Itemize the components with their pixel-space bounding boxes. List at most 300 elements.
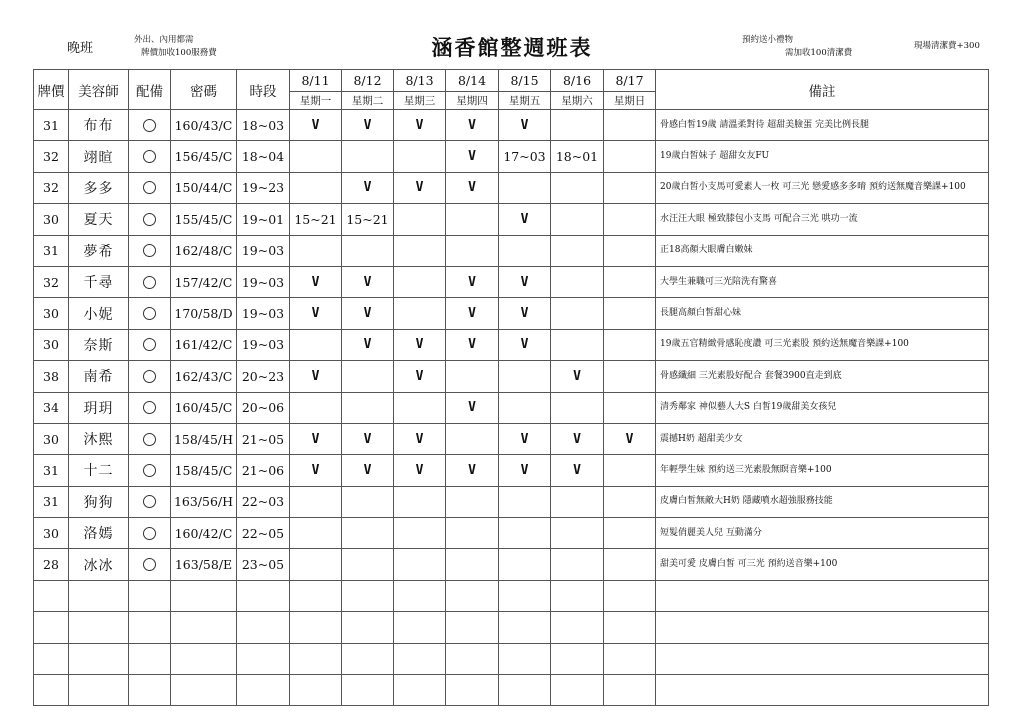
empty-cell [290, 580, 342, 611]
empty-cell [656, 643, 989, 674]
equip-cell [129, 235, 171, 266]
col-header-equip: 配備 [129, 70, 171, 110]
time-cell: 20~23 [237, 361, 290, 392]
day-cell [499, 235, 551, 266]
name-cell: 千尋 [69, 266, 129, 297]
day-cell [604, 266, 656, 297]
code-cell: 160/43/C [171, 110, 237, 141]
empty-cell [237, 643, 290, 674]
col-header-date: 8/14 [446, 70, 499, 92]
circle-icon [143, 181, 156, 194]
price-cell: 30 [34, 329, 69, 360]
col-header-weekday: 星期五 [499, 92, 551, 110]
day-cell [604, 110, 656, 141]
empty-cell [171, 580, 237, 611]
day-cell [342, 141, 394, 172]
day-cell [446, 549, 499, 580]
col-header-weekday: 星期四 [446, 92, 499, 110]
day-cell: V [499, 329, 551, 360]
day-cell [290, 141, 342, 172]
service-fee-note-line1: 外出、內用都需 [134, 35, 194, 45]
col-header-date: 8/13 [394, 70, 446, 92]
empty-cell [171, 612, 237, 643]
empty-cell [237, 612, 290, 643]
day-cell: V [394, 110, 446, 141]
remark-cell: 皮膚白皙無敵大H奶 隱藏噴水超強服務技能 [656, 486, 989, 517]
day-cell [290, 329, 342, 360]
circle-icon [143, 433, 156, 446]
remark-cell: 長腿高顏白皙甜心妹 [656, 298, 989, 329]
empty-cell [34, 580, 69, 611]
day-cell [499, 518, 551, 549]
code-cell: 160/45/C [171, 392, 237, 423]
col-header-time: 時段 [237, 70, 290, 110]
empty-cell [342, 580, 394, 611]
day-cell: V [290, 423, 342, 454]
empty-row [34, 580, 989, 611]
table-row [34, 361, 989, 392]
day-cell: 15~21 [342, 204, 394, 235]
circle-icon [143, 244, 156, 257]
name-cell: 多多 [69, 172, 129, 203]
circle-icon [143, 119, 156, 132]
name-cell: 狗狗 [69, 486, 129, 517]
day-cell [446, 518, 499, 549]
price-cell: 32 [34, 141, 69, 172]
code-cell: 170/58/D [171, 298, 237, 329]
empty-cell [551, 612, 604, 643]
empty-cell [604, 580, 656, 611]
remark-cell: 骨感白皙19歲 請溫柔對待 超甜美臉蛋 完美比例長腿 [656, 110, 989, 141]
table-row [34, 141, 989, 172]
day-cell: V [446, 172, 499, 203]
empty-cell [656, 612, 989, 643]
price-cell: 30 [34, 298, 69, 329]
time-cell: 19~23 [237, 172, 290, 203]
day-cell [499, 392, 551, 423]
col-header-weekday: 星期三 [394, 92, 446, 110]
name-cell: 夢希 [69, 235, 129, 266]
code-cell: 161/42/C [171, 329, 237, 360]
day-cell [394, 518, 446, 549]
day-cell: V [499, 423, 551, 454]
empty-cell [342, 643, 394, 674]
empty-cell [604, 643, 656, 674]
day-cell [551, 486, 604, 517]
day-cell: 17~03 [499, 141, 551, 172]
day-cell [551, 298, 604, 329]
table-row [34, 110, 989, 141]
day-cell: V [342, 455, 394, 486]
table-row [34, 518, 989, 549]
circle-icon [143, 401, 156, 414]
code-cell: 162/48/C [171, 235, 237, 266]
code-cell: 160/42/C [171, 518, 237, 549]
price-cell: 31 [34, 110, 69, 141]
circle-icon [143, 495, 156, 508]
empty-cell [237, 580, 290, 611]
empty-cell [656, 675, 989, 706]
col-header-weekday: 星期日 [604, 92, 656, 110]
empty-cell [604, 675, 656, 706]
empty-cell [499, 612, 551, 643]
empty-cell [394, 580, 446, 611]
time-cell: 21~06 [237, 455, 290, 486]
remark-cell: 甜美可愛 皮膚白皙 可三光 預約送音樂+100 [656, 549, 989, 580]
remark-cell: 大學生兼職可三光陪洗有驚喜 [656, 266, 989, 297]
circle-icon [143, 338, 156, 351]
day-cell: V [342, 298, 394, 329]
time-cell: 18~04 [237, 141, 290, 172]
day-cell [551, 549, 604, 580]
day-cell: V [342, 172, 394, 203]
day-cell: V [446, 455, 499, 486]
price-cell: 31 [34, 486, 69, 517]
col-header-name: 美容師 [69, 70, 129, 110]
equip-cell [129, 204, 171, 235]
cleaning-fee-note: 需加收100清潔費 [785, 48, 853, 58]
name-cell: 冰冰 [69, 549, 129, 580]
name-cell: 布布 [69, 110, 129, 141]
day-cell [342, 235, 394, 266]
empty-cell [34, 612, 69, 643]
day-cell: V [446, 298, 499, 329]
empty-cell [69, 643, 129, 674]
empty-cell [69, 675, 129, 706]
page-title: 涵香館整週班表 [431, 35, 593, 60]
day-cell [604, 141, 656, 172]
time-cell: 19~03 [237, 329, 290, 360]
day-cell [499, 549, 551, 580]
empty-cell [446, 612, 499, 643]
circle-icon [143, 558, 156, 571]
table-row [34, 455, 989, 486]
empty-cell [34, 675, 69, 706]
name-cell: 翊暄 [69, 141, 129, 172]
day-cell [604, 235, 656, 266]
circle-icon [143, 370, 156, 383]
day-cell [551, 204, 604, 235]
code-cell: 163/56/H [171, 486, 237, 517]
service-fee-note-line2: 牌價加收100服務費 [141, 48, 217, 58]
day-cell [342, 549, 394, 580]
day-cell [551, 235, 604, 266]
circle-icon [143, 527, 156, 540]
code-cell: 157/42/C [171, 266, 237, 297]
price-cell: 30 [34, 423, 69, 454]
day-cell [604, 486, 656, 517]
empty-cell [656, 580, 989, 611]
day-cell [499, 172, 551, 203]
empty-cell [171, 643, 237, 674]
equip-cell [129, 329, 171, 360]
col-header-weekday: 星期二 [342, 92, 394, 110]
empty-cell [446, 643, 499, 674]
col-header-date: 8/12 [342, 70, 394, 92]
day-cell [342, 392, 394, 423]
day-cell [604, 204, 656, 235]
circle-icon [143, 150, 156, 163]
price-cell: 30 [34, 204, 69, 235]
day-cell: V [290, 455, 342, 486]
remark-cell: 水汪汪大眼 極致膝包小支馬 可配合三光 哄功一流 [656, 204, 989, 235]
empty-cell [69, 580, 129, 611]
day-cell: V [446, 110, 499, 141]
remark-cell: 正18高顏大眼膚白嫩妹 [656, 235, 989, 266]
day-cell: V [551, 455, 604, 486]
name-cell: 沐熙 [69, 423, 129, 454]
circle-icon [143, 307, 156, 320]
table-row [34, 204, 989, 235]
day-cell [551, 518, 604, 549]
col-header-date: 8/17 [604, 70, 656, 92]
empty-cell [551, 675, 604, 706]
day-cell [604, 329, 656, 360]
day-cell [394, 486, 446, 517]
circle-icon [143, 464, 156, 477]
equip-cell [129, 423, 171, 454]
col-header-date: 8/16 [551, 70, 604, 92]
code-cell: 158/45/C [171, 455, 237, 486]
day-cell [446, 361, 499, 392]
day-cell [604, 549, 656, 580]
name-cell: 小妮 [69, 298, 129, 329]
day-cell [290, 549, 342, 580]
day-cell [604, 518, 656, 549]
onsite-cleaning-fee-note: 現場清潔費+300 [914, 41, 980, 51]
equip-cell [129, 392, 171, 423]
name-cell: 十二 [69, 455, 129, 486]
remark-cell: 震撼H奶 超甜美少女 [656, 423, 989, 454]
empty-cell [69, 612, 129, 643]
price-cell: 28 [34, 549, 69, 580]
day-cell [394, 266, 446, 297]
table-row [34, 392, 989, 423]
equip-cell [129, 486, 171, 517]
empty-cell [342, 612, 394, 643]
day-cell [551, 392, 604, 423]
equip-cell [129, 298, 171, 329]
day-cell [290, 172, 342, 203]
day-cell [394, 549, 446, 580]
equip-cell [129, 361, 171, 392]
empty-cell [34, 643, 69, 674]
remark-cell: 年輕學生妹 預約送三光素股無瞑音樂+100 [656, 455, 989, 486]
col-header-price: 牌價 [34, 70, 69, 110]
empty-cell [446, 675, 499, 706]
equip-cell [129, 549, 171, 580]
day-cell: V [394, 455, 446, 486]
empty-cell [129, 612, 171, 643]
code-cell: 156/45/C [171, 141, 237, 172]
day-cell [290, 392, 342, 423]
price-cell: 32 [34, 266, 69, 297]
equip-cell [129, 141, 171, 172]
empty-cell [551, 643, 604, 674]
table-row [34, 172, 989, 203]
time-cell: 18~03 [237, 110, 290, 141]
day-cell [499, 486, 551, 517]
day-cell [394, 392, 446, 423]
empty-cell [129, 643, 171, 674]
equip-cell [129, 110, 171, 141]
time-cell: 19~01 [237, 204, 290, 235]
price-cell: 31 [34, 455, 69, 486]
day-cell [290, 235, 342, 266]
day-cell [394, 204, 446, 235]
day-cell: V [394, 423, 446, 454]
circle-icon [143, 276, 156, 289]
day-cell: V [499, 298, 551, 329]
day-cell [499, 361, 551, 392]
day-cell [446, 486, 499, 517]
day-cell [604, 361, 656, 392]
day-cell [290, 518, 342, 549]
code-cell: 150/44/C [171, 172, 237, 203]
day-cell: V [342, 423, 394, 454]
table-row [34, 298, 989, 329]
empty-row [34, 612, 989, 643]
empty-cell [129, 580, 171, 611]
day-cell [446, 423, 499, 454]
remark-cell: 19歲白皙妹子 超甜女友FU [656, 141, 989, 172]
day-cell: V [551, 361, 604, 392]
price-cell: 32 [34, 172, 69, 203]
price-cell: 34 [34, 392, 69, 423]
name-cell: 洛嫣 [69, 518, 129, 549]
table-row [34, 486, 989, 517]
day-cell [604, 392, 656, 423]
day-cell: V [290, 361, 342, 392]
day-cell [342, 518, 394, 549]
remark-cell: 清秀鄰家 神似藝人大S 白皙19歲甜美女孩兒 [656, 392, 989, 423]
empty-cell [394, 612, 446, 643]
day-cell: V [290, 298, 342, 329]
empty-row [34, 643, 989, 674]
name-cell: 夏天 [69, 204, 129, 235]
day-cell: V [604, 423, 656, 454]
day-cell [551, 329, 604, 360]
day-cell [446, 204, 499, 235]
col-header-code: 密碼 [171, 70, 237, 110]
day-cell [551, 172, 604, 203]
day-cell: V [342, 266, 394, 297]
day-cell: V [446, 392, 499, 423]
day-cell: V [290, 266, 342, 297]
table-row [34, 235, 989, 266]
shift-label: 晚班 [67, 41, 94, 56]
day-cell: V [499, 204, 551, 235]
weekly-schedule-table [33, 69, 989, 706]
code-cell: 163/58/E [171, 549, 237, 580]
price-cell: 38 [34, 361, 69, 392]
day-cell [604, 172, 656, 203]
col-header-weekday: 星期六 [551, 92, 604, 110]
day-cell [394, 235, 446, 266]
day-cell: V [499, 266, 551, 297]
name-cell: 南希 [69, 361, 129, 392]
col-header-remarks: 備註 [656, 70, 989, 110]
empty-cell [394, 675, 446, 706]
empty-cell [394, 643, 446, 674]
day-cell [290, 486, 342, 517]
remark-cell: 骨感纖細 三光素股好配合 套餐3900直走到底 [656, 361, 989, 392]
col-header-weekday: 星期一 [290, 92, 342, 110]
booking-gift-note: 預約送小禮物 [742, 35, 794, 45]
table-row [34, 549, 989, 580]
day-cell: V [551, 423, 604, 454]
time-cell: 22~05 [237, 518, 290, 549]
empty-cell [290, 612, 342, 643]
time-cell: 20~06 [237, 392, 290, 423]
empty-cell [499, 580, 551, 611]
day-cell [551, 110, 604, 141]
day-cell: 15~21 [290, 204, 342, 235]
day-cell: V [394, 361, 446, 392]
day-cell [342, 486, 394, 517]
empty-cell [290, 675, 342, 706]
code-cell: 155/45/C [171, 204, 237, 235]
day-cell: V [290, 110, 342, 141]
empty-cell [290, 643, 342, 674]
empty-cell [499, 675, 551, 706]
price-cell: 30 [34, 518, 69, 549]
day-cell: V [342, 329, 394, 360]
empty-row [34, 675, 989, 706]
circle-icon [143, 213, 156, 226]
day-cell [551, 266, 604, 297]
day-cell [394, 141, 446, 172]
table-row [34, 266, 989, 297]
name-cell: 奈斯 [69, 329, 129, 360]
day-cell [446, 235, 499, 266]
empty-cell [499, 643, 551, 674]
day-cell: V [342, 110, 394, 141]
empty-cell [129, 675, 171, 706]
time-cell: 19~03 [237, 266, 290, 297]
equip-cell [129, 518, 171, 549]
day-cell: V [446, 329, 499, 360]
remark-cell: 19歲五官精緻骨感恥度讚 可三光素股 預約送無魔音樂課+100 [656, 329, 989, 360]
day-cell [394, 298, 446, 329]
time-cell: 19~03 [237, 235, 290, 266]
day-cell: 18~01 [551, 141, 604, 172]
name-cell: 玥玥 [69, 392, 129, 423]
empty-cell [237, 675, 290, 706]
day-cell: V [499, 110, 551, 141]
table-row [34, 329, 989, 360]
price-cell: 31 [34, 235, 69, 266]
empty-cell [551, 580, 604, 611]
time-cell: 23~05 [237, 549, 290, 580]
empty-cell [446, 580, 499, 611]
code-cell: 162/43/C [171, 361, 237, 392]
equip-cell [129, 455, 171, 486]
empty-cell [171, 675, 237, 706]
remark-cell: 短髮俏麗美人兒 互動滿分 [656, 518, 989, 549]
day-cell [342, 361, 394, 392]
table-row [34, 423, 989, 454]
col-header-date: 8/11 [290, 70, 342, 92]
code-cell: 158/45/H [171, 423, 237, 454]
empty-cell [342, 675, 394, 706]
day-cell [604, 298, 656, 329]
day-cell: V [394, 329, 446, 360]
equip-cell [129, 266, 171, 297]
col-header-date: 8/15 [499, 70, 551, 92]
time-cell: 19~03 [237, 298, 290, 329]
remark-cell: 20歲白皙小支馬可愛素人一枚 可三光 戀愛感多多唷 預約送無魔音樂課+100 [656, 172, 989, 203]
